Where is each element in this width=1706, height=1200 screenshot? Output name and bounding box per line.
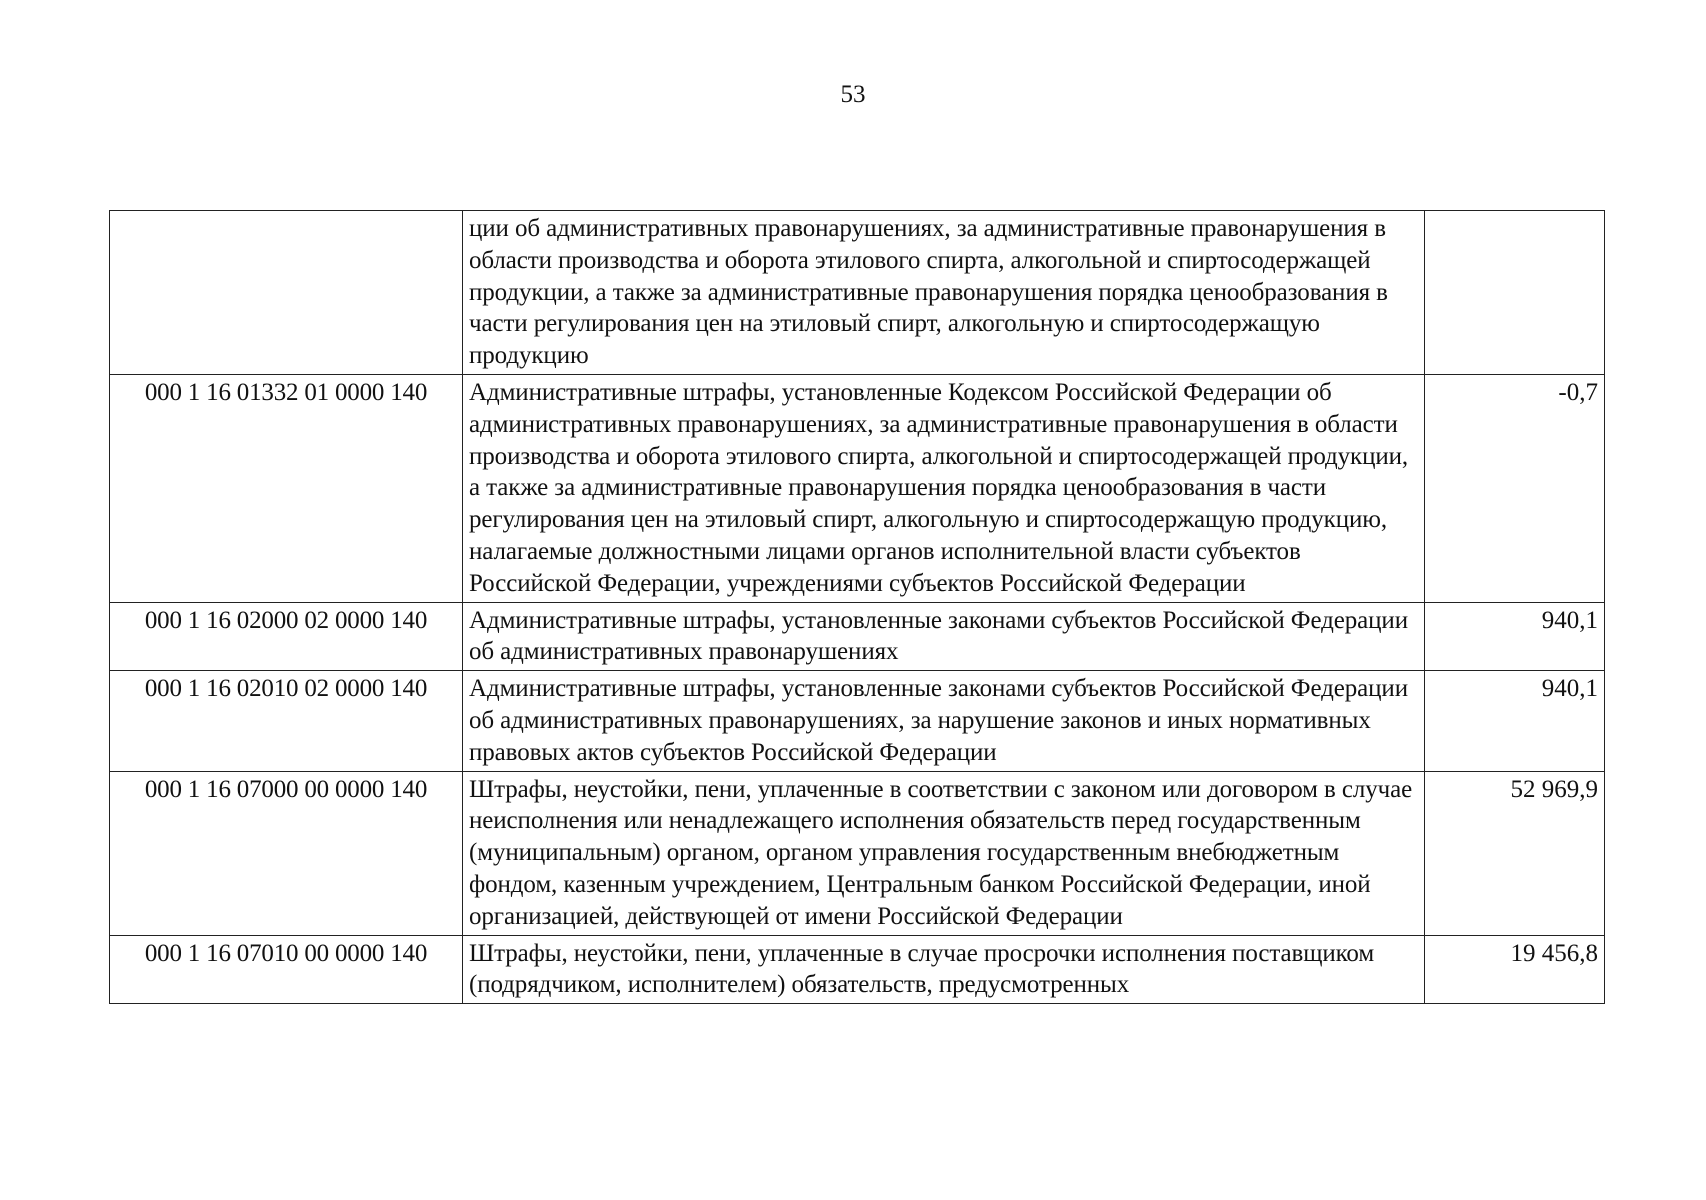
amount-cell: -0,7 <box>1425 374 1605 602</box>
budget-code-cell: 000 1 16 01332 01 0000 140 <box>110 374 463 602</box>
budget-code-cell: 000 1 16 02000 02 0000 140 <box>110 602 463 671</box>
table-row <box>110 374 1605 602</box>
budget-code-cell: 000 1 16 07010 00 0000 140 <box>110 935 463 1004</box>
amount-cell: 19 456,8 <box>1425 935 1605 1004</box>
table-row <box>110 671 1605 771</box>
table-row <box>110 602 1605 671</box>
budget-code-cell <box>110 211 463 375</box>
description-cell: Штрафы, неустойки, пени, уплаченные в случае просрочки исполнения поставщиком (подрядчиком, исполнителем) обязательств, предусмотренных <box>463 935 1425 1004</box>
description-cell: Административные штрафы, установленные законами субъектов Российской Федерации об административных правонарушениях <box>463 602 1425 671</box>
description-cell: ции об административных правонарушениях, за административные правонарушения в области производства и оборота этилового спирта, алкогольной и спиртосодержащей продукции, а также за административные правонарушения порядка ценообразования в части регулирования цен на этиловый спирт, алкогольную и спиртосодержащую продукцию <box>463 211 1425 375</box>
page-number: 53 <box>840 81 866 108</box>
amount-cell <box>1425 211 1605 375</box>
description-cell: Штрафы, неустойки, пени, уплаченные в соответствии с законом или договором в случае неисполнения или ненадлежащего исполнения обязательств перед государственным (муниципальным) органом, органом управления государственным внебюджетным фондом, казенным учреждением, Центральным банком Российской Федерации, иной организацией, действующей от имени Российской Федерации <box>463 771 1425 935</box>
budget-table <box>109 210 1605 1004</box>
table-row <box>110 935 1605 1004</box>
amount-cell: 940,1 <box>1425 602 1605 671</box>
description-cell: Административные штрафы, установленные законами субъектов Российской Федерации об административных правонарушениях, за нарушение законов и иных нормативных правовых актов субъектов Российской Федерации <box>463 671 1425 771</box>
table-row <box>110 771 1605 935</box>
budget-code-cell: 000 1 16 07000 00 0000 140 <box>110 771 463 935</box>
table-row <box>110 211 1605 375</box>
amount-cell: 52 969,9 <box>1425 771 1605 935</box>
description-cell: Административные штрафы, установленные Кодексом Российской Федерации об административных правонарушениях, за административные правонарушения в области производства и оборота этилового спирта, алкогольной и спиртосодержащей продукции, а также за административные правонарушения порядка ценообразования в части регулирования цен на этиловый спирт, алкогольную и спиртосодержащую продукцию, налагаемые должностными лицами органов исполнительной власти субъектов Российской Федерации, учреждениями субъектов Российской Федерации <box>463 374 1425 602</box>
budget-code-cell: 000 1 16 02010 02 0000 140 <box>110 671 463 771</box>
amount-cell: 940,1 <box>1425 671 1605 771</box>
